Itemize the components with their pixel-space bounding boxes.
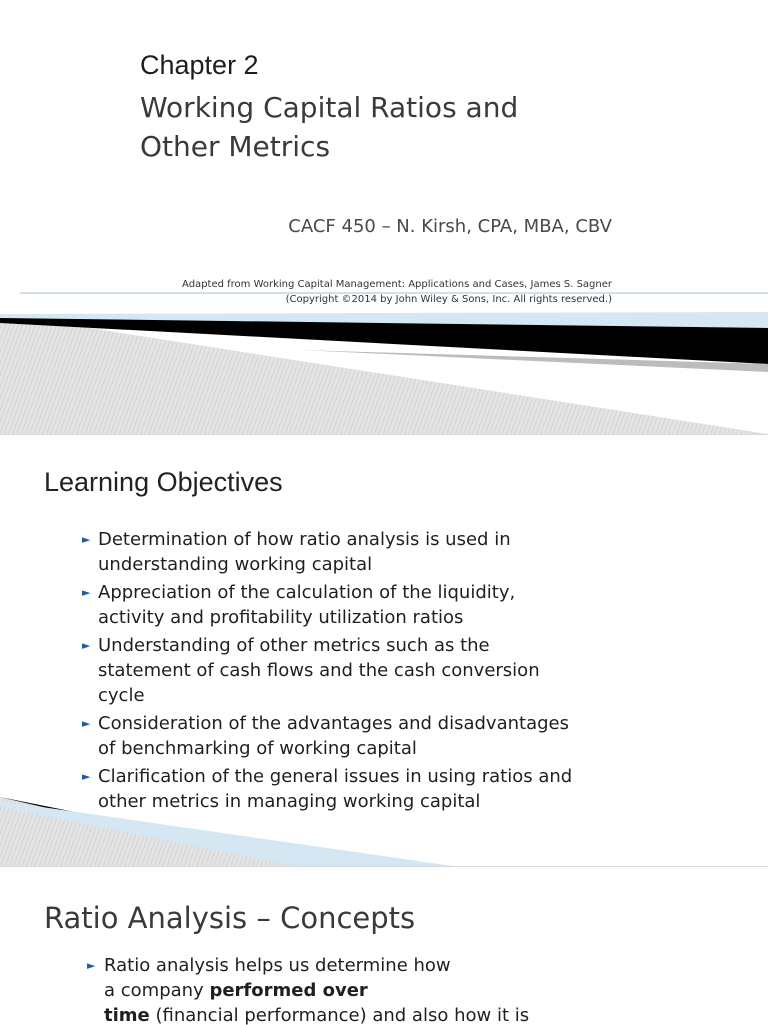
- list-item: ► Determination of how ratio analysis is used in understanding working capital: [82, 529, 511, 575]
- decorative-swoosh: [0, 0, 768, 434]
- triangle-bullet-icon: ►: [82, 639, 91, 652]
- list-item: [88, 953, 608, 1025]
- triangle-bullet-icon: ►: [82, 533, 91, 546]
- body-line: time (financial performance) and also how it is: [104, 1005, 530, 1025]
- title-line: Working Capital Ratios and: [140, 91, 519, 124]
- slide-ratio-analysis: [0, 866, 768, 1025]
- triangle-bullet-icon: ►: [87, 959, 96, 972]
- credit-line: Adapted from Working Capital Management: Applications and Cases, James S. Sagner: [182, 279, 612, 290]
- slide-subtitle: CACF 450 – N. Kirsh, CPA, MBA, CBV: [288, 216, 612, 237]
- list-item: ► Consideration of the advantages and disadvantages of benchmarking of working capital: [82, 713, 569, 759]
- triangle-bullet-icon: ►: [82, 770, 91, 783]
- body-line: a company performed over: [104, 980, 368, 1001]
- list-item: ► Understanding of other metrics such as the statement of cash flows and the cash conversion cycle: [82, 635, 540, 706]
- list-item: ► Appreciation of the calculation of the liquidity, activity and profitability utilization ratios: [82, 582, 516, 628]
- list-item: ► Clarification of the general issues in using ratios and other metrics in managing working capital: [82, 766, 573, 812]
- section-heading: Ratio Analysis – Concepts: [44, 901, 416, 935]
- slide-title: [0, 0, 768, 434]
- title-line: Other Metrics: [140, 130, 331, 163]
- triangle-bullet-icon: ►: [82, 586, 91, 599]
- section-heading: Learning Objectives: [44, 467, 283, 497]
- body-line: Ratio analysis helps us determine how: [104, 955, 451, 976]
- objectives-list: [78, 527, 658, 817]
- triangle-bullet-icon: ►: [82, 717, 91, 730]
- credit-line: (Copyright ©2014 by John Wiley & Sons, Inc. All rights reserved.): [285, 294, 612, 305]
- chapter-label: Chapter 2: [140, 50, 259, 80]
- slide-learning-objectives: [0, 434, 768, 867]
